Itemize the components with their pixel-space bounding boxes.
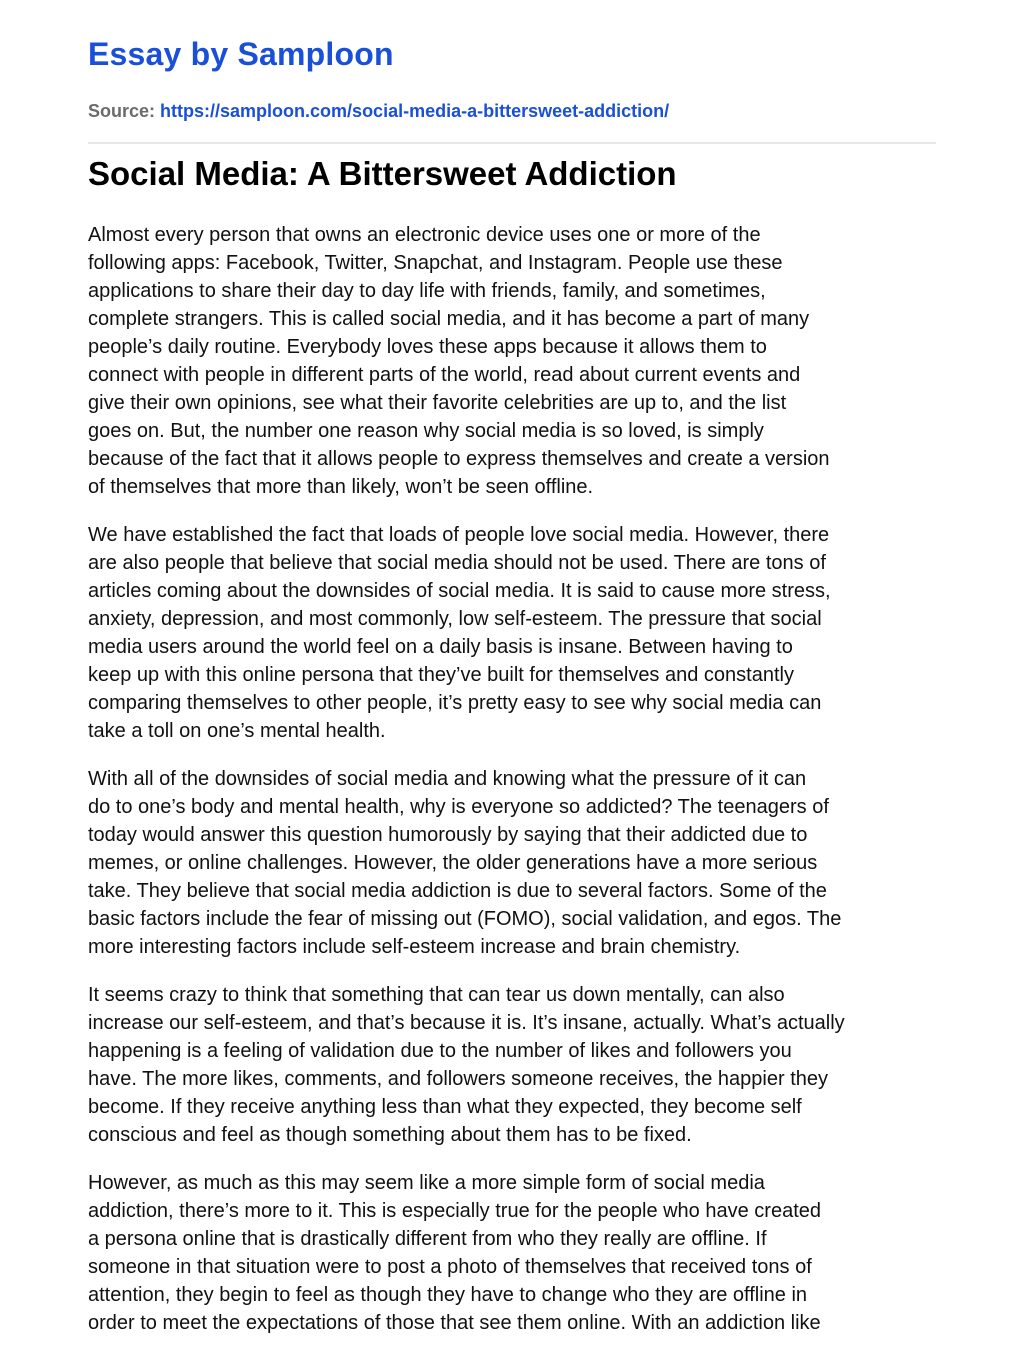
paragraph-line: conscious and feel as though something about them has to be fixed.: [88, 1124, 692, 1146]
source-line: [88, 101, 669, 122]
essay-paragraph: [88, 1169, 948, 1337]
paragraph-line: today would answer this question humorously by saying that their addicted due to: [88, 824, 808, 846]
paragraph-line: a persona online that is drastically different from who they really are offline. If: [88, 1228, 767, 1250]
paragraph-line: order to meet the expectations of those that see them online. With an addiction like: [88, 1312, 821, 1334]
paragraph-line: take. They believe that social media addiction is due to several factors. Some of the: [88, 880, 827, 902]
paragraph-line: following apps: Facebook, Twitter, Snapchat, and Instagram. People use these: [88, 252, 783, 274]
paragraph-line: media users around the world feel on a daily basis is insane. Between having to: [88, 636, 793, 658]
paragraph-line: anxiety, depression, and most commonly, low self-esteem. The pressure that social: [88, 608, 822, 630]
essay-paragraph: [88, 765, 948, 961]
paragraph-line: have. The more likes, comments, and followers someone receives, the happier they: [88, 1068, 828, 1090]
paragraph-line: memes, or online challenges. However, the older generations have a more serious: [88, 852, 818, 874]
essay-paragraph: [88, 521, 948, 745]
essay-body: [88, 221, 948, 1357]
paragraph-line: With all of the downsides of social media and knowing what the pressure of it can: [88, 768, 807, 790]
paragraph-line: because of the fact that it allows people to express themselves and create a version: [88, 448, 830, 470]
paragraph-line: of themselves that more than likely, won’t be seen offline.: [88, 476, 594, 498]
paragraph-line: people’s daily routine. Everybody loves these apps because it allows them to: [88, 336, 767, 358]
paragraph-line: keep up with this online persona that they’ve built for themselves and constantly: [88, 664, 794, 686]
paragraph-line: do to one’s body and mental health, why is everyone so addicted? The teenagers of: [88, 796, 829, 818]
paragraph-line: increase our self-esteem, and that’s because it is. It’s insane, actually. What’s actually: [88, 1012, 845, 1034]
paragraph-line: take a toll on one’s mental health.: [88, 720, 386, 742]
paragraph-line: It seems crazy to think that something that can tear us down mentally, can also: [88, 984, 785, 1006]
paragraph-line: more interesting factors include self-esteem increase and brain chemistry.: [88, 936, 741, 958]
paragraph-line: attention, they begin to feel as though they have to change who they are offline in: [88, 1284, 808, 1306]
paragraph-line: We have established the fact that loads of people love social media. However, there: [88, 524, 830, 546]
paragraph-line: goes on. But, the number one reason why social media is so loved, is simply: [88, 420, 764, 442]
divider: [88, 142, 936, 144]
paragraph-line: comparing themselves to other people, it’s pretty easy to see why social media can: [88, 692, 822, 714]
paragraph-line: become. If they receive anything less than what they expected, they become self: [88, 1096, 802, 1118]
essay-title: Social Media: A Bittersweet Addiction: [88, 155, 677, 192]
paragraph-line: applications to share their day to day life with friends, family, and sometimes,: [88, 280, 766, 302]
paragraph-line: basic factors include the fear of missing out (FOMO), social validation, and egos. The: [88, 908, 842, 930]
paragraph-line: addiction, there’s more to it. This is especially true for the people who have created: [88, 1200, 821, 1222]
source-link[interactable]: https://samploon.com/social-media-a-bittersweet-addiction/: [160, 101, 670, 121]
paragraph-line: give their own opinions, see what their favorite celebrities are up to, and the list: [88, 392, 787, 414]
paragraph-line: However, as much as this may seem like a more simple form of social media: [88, 1172, 765, 1194]
paragraph-line: someone in that situation were to post a photo of themselves that received tons of: [88, 1256, 812, 1278]
paragraph-line: connect with people in different parts of the world, read about current events and: [88, 364, 801, 386]
paragraph-line: happening is a feeling of validation due to the number of likes and followers you: [88, 1040, 792, 1062]
paragraph-line: Almost every person that owns an electronic device uses one or more of the: [88, 224, 761, 246]
paragraph-line: articles coming about the downsides of social media. It is said to cause more stress,: [88, 580, 831, 602]
source-label: Source:: [88, 101, 156, 121]
site-brand-heading: Essay by Samploon: [88, 36, 394, 72]
paragraph-line: are also people that believe that social media should not be used. There are tons of: [88, 552, 826, 574]
paragraph-line: complete strangers. This is called social media, and it has become a part of many: [88, 308, 810, 330]
essay-paragraph: [88, 981, 948, 1149]
essay-paragraph: [88, 221, 948, 501]
